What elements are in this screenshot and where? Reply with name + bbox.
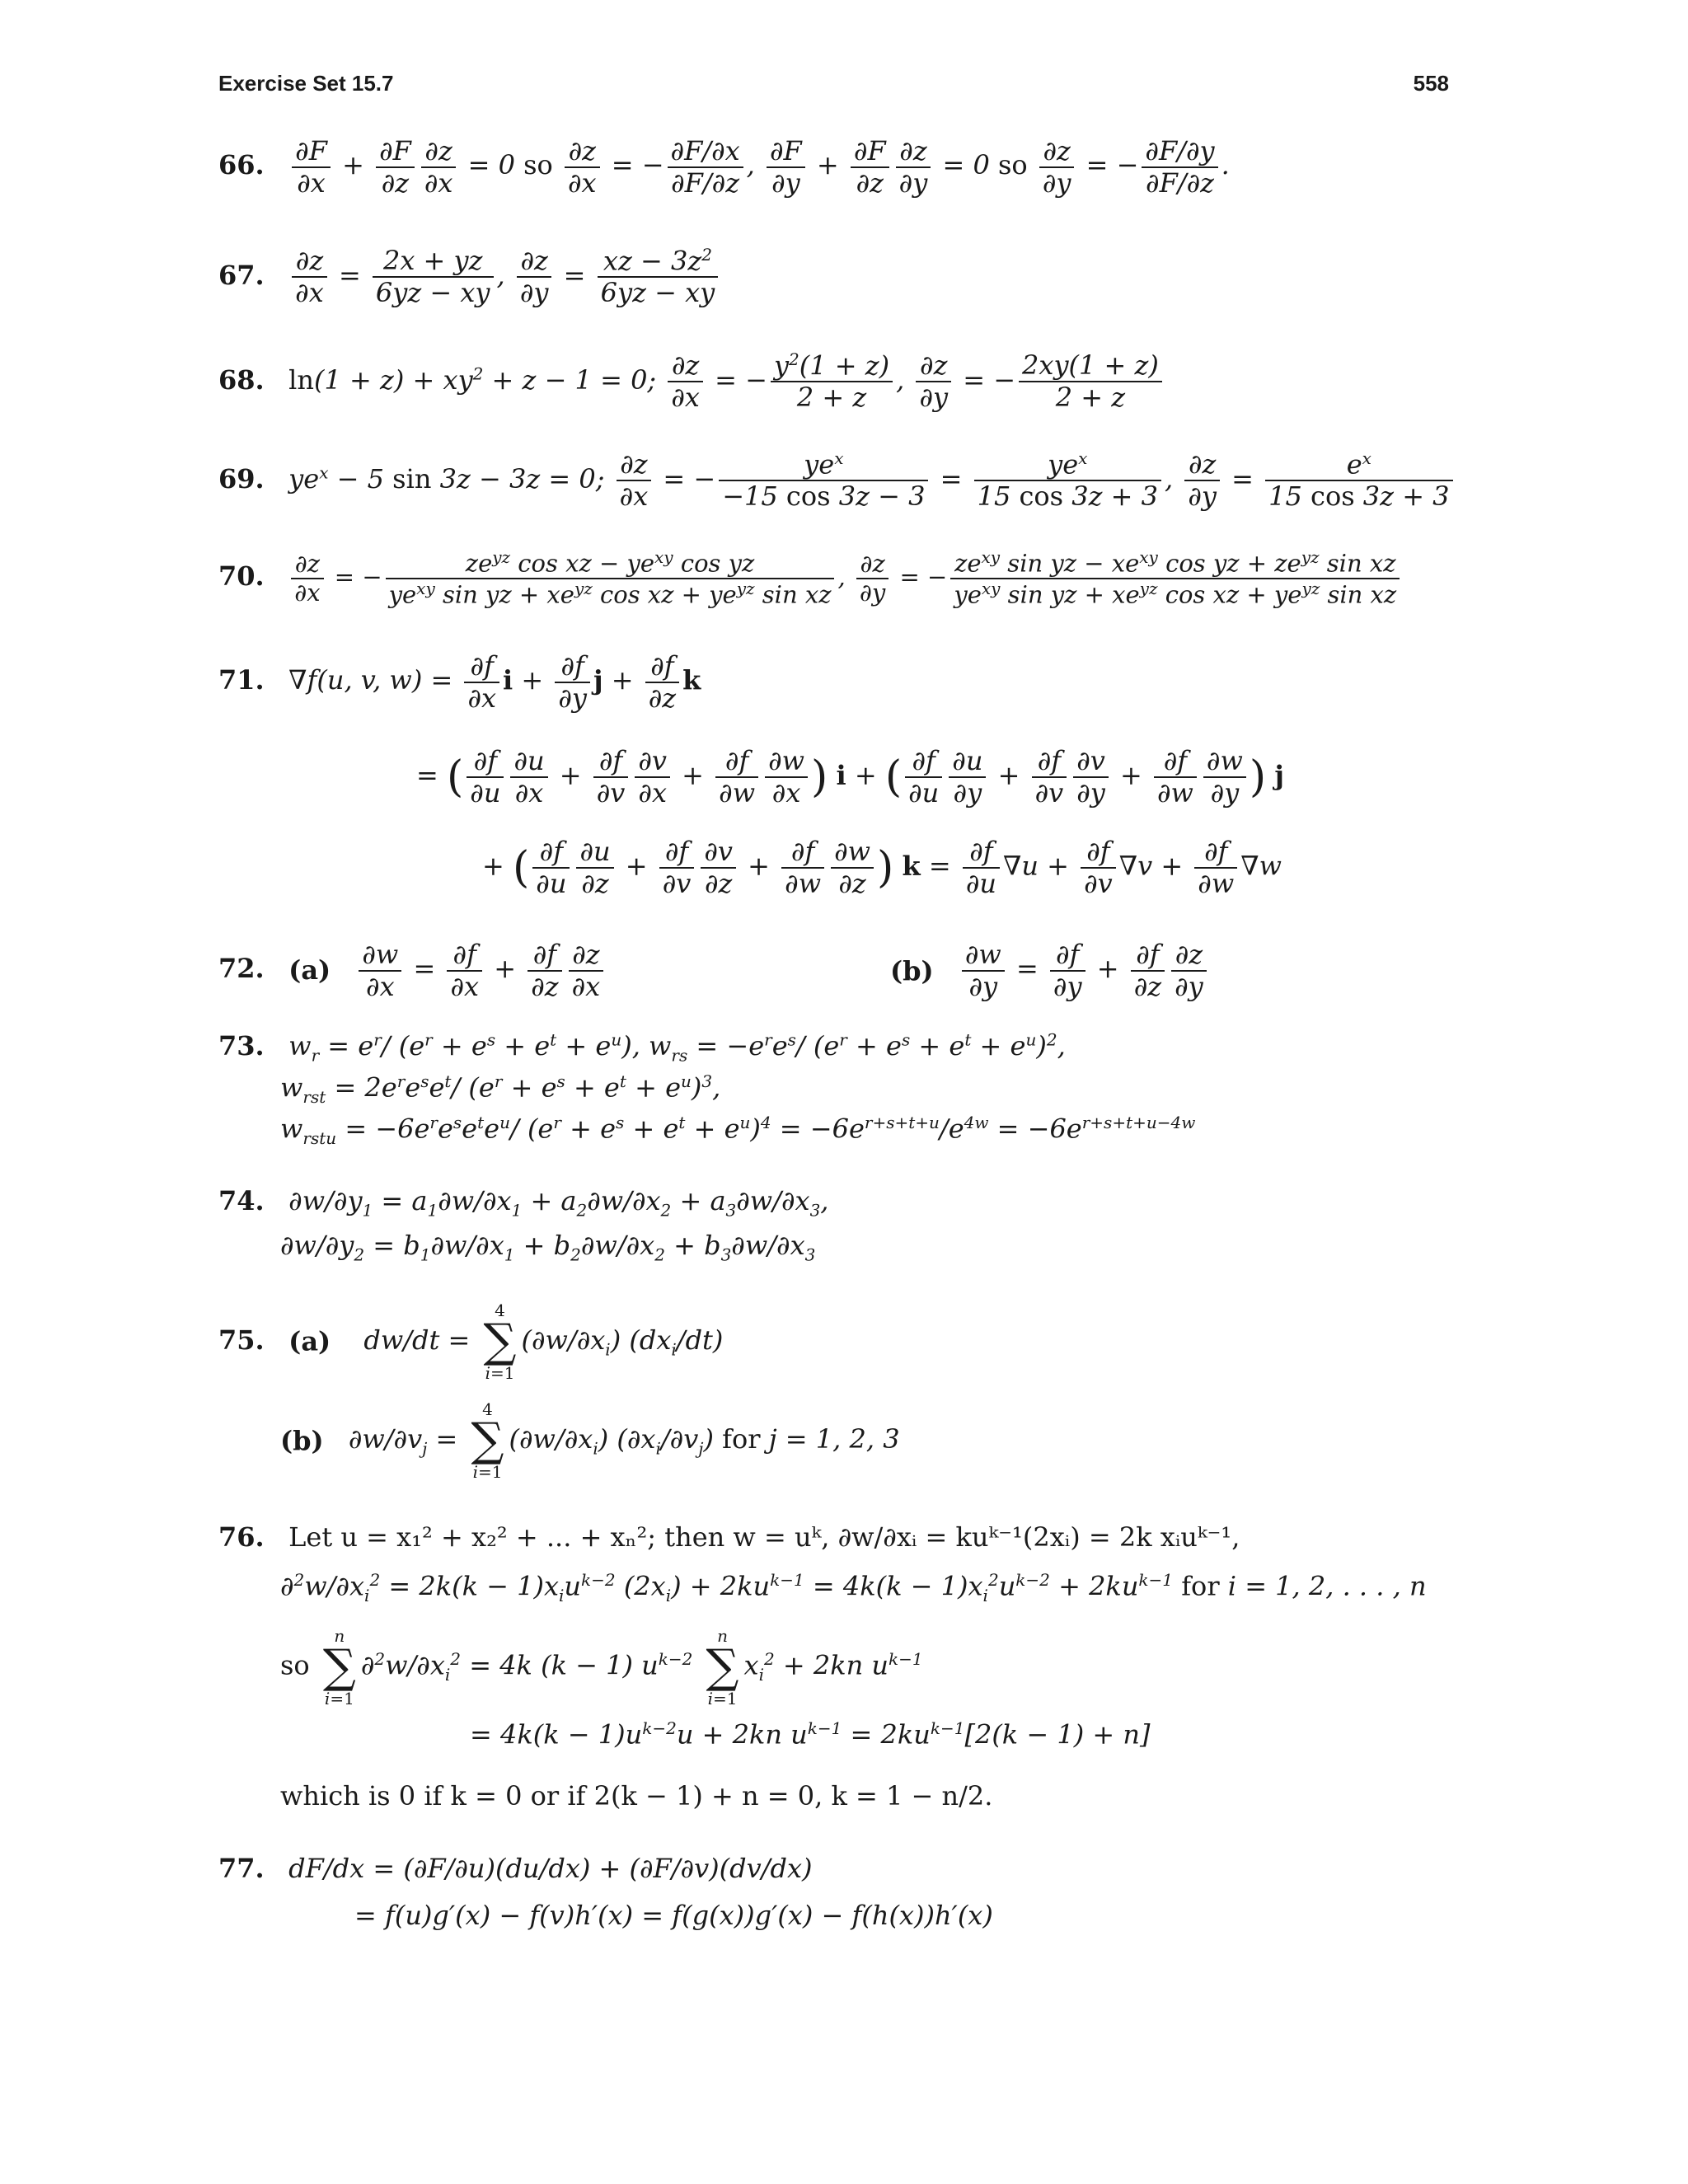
- problem-73: [218, 1030, 1066, 1064]
- problem-72b: [890, 940, 1210, 1002]
- problem-75b: [280, 1401, 900, 1480]
- problem-69: [218, 449, 1456, 512]
- problem-75b-text: $\partial w/\partial v_j$ = 4 ∑ i=1 $(\partial w/\partial x_i)$ $(\partial x_i/\partial v_j)$ for j = 1, 2, 3: [348, 1399, 900, 1482]
- part-a-label: (a): [288, 1325, 331, 1357]
- problem-77-line2: = f(u)g′(x) − f(v)h′(x) = f(g(x))g′(x) − f(h(x))h′(x): [354, 1900, 993, 1931]
- problem-number: 68.: [218, 363, 265, 396]
- problem-73-line3: $w_{rstu} = -6e^re^se^te^u/$ $(e^r + e^s + e^t + e^u)^4 = -6e^{r+s+t+u}/e^{4w} = -6e^{r+s+t+u-4w}$: [280, 1113, 1196, 1149]
- problem-number: 66.: [218, 149, 265, 181]
- problem-66-text: $\frac{\partial F}{\partial x}$ + $\frac{\partial F}{\partial z}$ $\frac{\partial z}{\partial x}$ = 0 so $\frac{\partial z}{\partial x}$ = − $\frac{\partial F/\partial x}{\partial F/\partial z}$ , $\frac{\partial F}{\partial y}$ + $\frac{\partial F}{\partial z}$ $\frac{\partial z}{\partial y}$ = 0 so $\frac{\partial z}{\partial y}$ = − $\frac{\partial F/\partial y}{\partial F/\partial z}$ .: [288, 149, 1230, 180]
- problem-number: 75.: [218, 1324, 265, 1356]
- problem-67-text: $\frac{\partial z}{\partial x}$ = $\frac{2x + yz}{6yz - xy}$ , $\frac{\partial z}{\partial y}$ = $\frac{xz - 3z^2}{6yz - xy}$: [288, 260, 721, 291]
- problem-74: [218, 1187, 828, 1219]
- problem-75a-text: dw/dt = 4 ∑ i=1 $(\partial w/\partial x_i)$ $(dx_i/dt)$: [363, 1301, 724, 1383]
- problem-number: 67.: [218, 259, 265, 291]
- problem-71: [218, 651, 701, 714]
- problem-number: 71.: [218, 664, 265, 696]
- problem-71-line1: ∇f(u, v, w) = $\frac{\partial f}{\partial x}$ i + $\frac{\partial f}{\partial y}$ j + $\frac{\partial f}{\partial z}$ k: [288, 650, 701, 714]
- part-b-label: (b): [890, 954, 934, 987]
- problem-number: 76.: [218, 1521, 265, 1553]
- problem-number: 74.: [218, 1185, 265, 1216]
- problem-74-line2: $\partial w/\partial y_2 = b_1\partial w/\partial x_1 + b_2\partial w/\partial x_2 + b_3\partial w/\partial x_3$: [280, 1230, 816, 1265]
- problem-66: [218, 136, 1230, 199]
- problem-76-line5: which is 0 if k = 0 or if 2(k − 1) + n = 0, k = 1 − n/2.: [280, 1780, 993, 1811]
- problem-76-line3: so n ∑ i=1 $\partial^2w/\partial x_i^2 = 4k$ (k − 1) $u^{k-2}$ n ∑ i=1 $x_i^2 + 2kn$ $u^{k-1}$: [280, 1626, 923, 1708]
- problem-number: 73.: [218, 1029, 265, 1062]
- problem-71-line2: = ( $\frac{\partial f}{\partial u}$ $\frac{\partial u}{\partial x}$ + $\frac{\partial f}{\partial v}$ $\frac{\partial v}{\partial x}$ + $\frac{\partial f}{\partial w}$ $\frac{\partial w}{\partial x}$ ) i + ( $\frac{\partial f}{\partial u}$ $\frac{\partial u}{\partial y}$ + $\frac{\partial f}{\partial v}$ $\frac{\partial v}{\partial y}$ + $\frac{\partial f}{\partial w}$ $\frac{\partial w}{\partial y}$ ) j: [416, 745, 1284, 808]
- problem-73-line2: $w_{rst} = 2e^re^se^t/$ $(e^r + e^s + e^t + e^u)^3$,: [280, 1071, 721, 1108]
- problem-76: [218, 1523, 1240, 1552]
- problem-74-line1: $\partial w/\partial y_1 = a_1\partial w/\partial x_1 + a_2\partial w/\partial x_2 + a_3\partial w/\partial x_3$,: [288, 1185, 829, 1221]
- problem-70-text: $\frac{\partial z}{\partial x}$ = − $\frac{ze^{yz} \cos xz - ye^{xy} \cos yz}{ye^{xy} \sin yz + xe^{yz} \cos xz + ye^{yz} \sin xz}$ , $\frac{\partial z}{\partial y}$ = − $\frac{ze^{xy} \sin yz - xe^{xy} \cos yz + ze^{yz} \sin xz}{ye^{xy} \sin yz + xe^{yz} \cos xz + ye^{yz} \sin xz}$: [288, 563, 1403, 591]
- problem-72b-text: $\frac{\partial w}{\partial y}$ = $\frac{\partial f}{\partial y}$ + $\frac{\partial f}{\partial z}$ $\frac{\partial z}{\partial y}$: [959, 953, 1210, 984]
- problem-number: 72.: [218, 953, 265, 985]
- part-a-label: (a): [288, 954, 331, 987]
- problem-68-text: $\ln(1 + z) + xy^2 + z - 1 = 0$; $\frac{\partial z}{\partial x}$ = − $\frac{y^2(1 + z)}{2 + z}$ , $\frac{\partial z}{\partial y}$ = − $\frac{2xy(1 + z)}{2 + z}$: [288, 364, 1165, 396]
- problem-77: [218, 1854, 812, 1883]
- problem-number: 70.: [218, 560, 265, 592]
- problem-number: 69.: [218, 462, 265, 494]
- problem-73-line1: $w_r = e^r/$ $(e^r + e^s + e^t + e^u)$, $w_{rs} = -e^re^s/$ $(e^r + e^s + e^t + e^u)^2$,: [288, 1029, 1066, 1066]
- problem-72a-text: $\frac{\partial w}{\partial x}$ = $\frac{\partial f}{\partial x}$ + $\frac{\partial f}{\partial z}$ $\frac{\partial z}{\partial x}$: [355, 953, 607, 984]
- problem-68: [218, 350, 1165, 413]
- problem-72: [218, 940, 607, 1002]
- problem-76-line1: Let u = x₁² + x₂² + ... + xₙ²; then w = uᵏ, ∂w/∂xᵢ = kuᵏ⁻¹(2xᵢ) = 2k xᵢuᵏ⁻¹,: [288, 1521, 1240, 1553]
- problem-71-line3: + ( $\frac{\partial f}{\partial u}$ $\frac{\partial u}{\partial z}$ + $\frac{\partial f}{\partial v}$ $\frac{\partial v}{\partial z}$ + $\frac{\partial f}{\partial w}$ $\frac{\partial w}{\partial z}$ ) k = $\frac{\partial f}{\partial u}$ ∇u + $\frac{\partial f}{\partial v}$ ∇v + $\frac{\partial f}{\partial w}$ ∇w: [482, 836, 1282, 899]
- problem-75: [218, 1302, 723, 1381]
- section-title: Exercise Set 15.7: [218, 71, 394, 96]
- problem-69-text: $ye^x - 5$ sin 3z − 3z = 0; $\frac{\partial z}{\partial x}$ = − $\frac{ye^x}{-15 \cos 3z - 3}$ = $\frac{ye^x}{15 \cos 3z + 3}$ , $\frac{\partial z}{\partial y}$ = $\frac{e^x}{15 \cos 3z + 3}$: [288, 463, 1456, 494]
- page-number: 558: [1413, 71, 1449, 96]
- problem-70: [218, 548, 1403, 609]
- problem-76-line2: $\partial^2w/\partial x_i^2 = 2k(k - 1)x_iu^{k-2}$ $(2x_i) + 2ku^{k-1} = 4k(k - 1)x_i^2u^{k-2} + 2ku^{k-1}$ for i = 1, 2, . . . , n: [280, 1570, 1427, 1606]
- part-b-label: (b): [280, 1425, 324, 1456]
- problem-67: [218, 246, 721, 308]
- problem-77-line1: dF/dx = (∂F/∂u)(du/dx) + (∂F/∂v)(dv/dx): [288, 1853, 813, 1884]
- problem-76-line4: = $4k(k - 1)u^{k-2}u + 2kn$ $u^{k-1} = 2ku^{k-1}[2(k - 1) + n]$: [470, 1718, 1151, 1750]
- problem-number: 77.: [218, 1853, 265, 1884]
